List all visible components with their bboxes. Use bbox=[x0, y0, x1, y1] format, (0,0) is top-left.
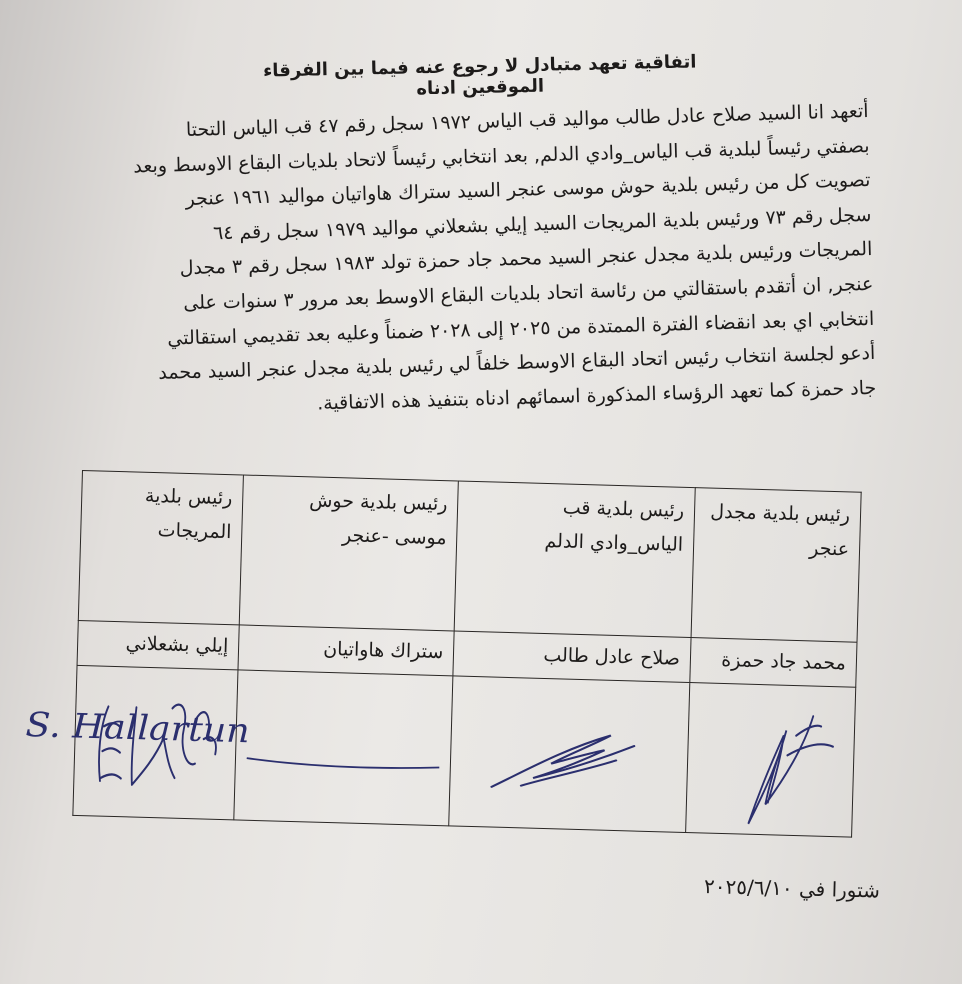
signatory-name-cell: إيلي بشعلاني bbox=[77, 620, 239, 669]
body-line: عنجر, ان أتقدم باستقالتي من رئاسة اتحاد بلديات البقاع الاوسط بعد مرور ٣ سنوات على bbox=[183, 272, 874, 315]
document-title: اتفاقية تعهد متبادل لا رجوع عنه فيما بين الفرقاء الموقعين ادناه bbox=[262, 51, 697, 100]
signature-cell bbox=[686, 683, 856, 838]
body-line: أدعو لجلسة انتخاب رئيس اتحاد البقاع الاوسط خلفاً لي رئيس بلدية مجدل عنجر السيد محمد bbox=[158, 342, 876, 385]
signatory-name-cell: محمد جاد حمزة bbox=[690, 638, 857, 688]
signature-cell bbox=[25, 670, 453, 826]
signatory-title-cell: رئيس بلدية مجدل عنجر bbox=[691, 488, 861, 643]
signatory-title-cell: رئيس بلدية المريجات bbox=[78, 471, 243, 625]
handwritten-signature bbox=[73, 666, 237, 819]
signature-cell bbox=[73, 665, 238, 819]
signature-table bbox=[25, 470, 861, 837]
table-row bbox=[73, 665, 856, 837]
handwritten-signature bbox=[25, 670, 452, 825]
document-date: شتورا في ٢٠٢٥/٦/١٠ bbox=[703, 874, 881, 903]
body-line: انتخابي اي بعد انقضاء الفترة الممتدة من ٢٠٢٥ إلى ٢٠٢٨ ضمناً وعليه بعد تقديمي استقالتي bbox=[167, 307, 875, 350]
signature-text: S. Hallartun bbox=[25, 705, 251, 751]
agreement-body bbox=[118, 94, 876, 426]
body-line: المريجات ورئيس بلدية مجدل عنجر السيد محمد جاد حمزة تولد ١٩٨٣ سجل رقم ٣ مجدل bbox=[179, 238, 873, 280]
body-line: تصويت كل من رئيس بلدية حوش موسى عنجر السيد ستراك هاواتيان مواليد ١٩٦١ عنجر bbox=[185, 169, 871, 211]
signatory-title-cell: رئيس بلدية قب الياس_وادي الدلم bbox=[454, 481, 695, 638]
signatory-title-cell: رئيس بلدية حوش موسى -عنجر bbox=[239, 475, 458, 631]
signatory-name-cell: ستراك هاواتيان bbox=[238, 625, 454, 676]
body-line: جاد حمزة كما تعهد الرؤساء المذكورة اسمائهم ادناه بتنفيذ هذه الاتفاقية. bbox=[316, 376, 877, 415]
table-row bbox=[78, 471, 861, 643]
body-line: بصفتي رئيساً لبلدية قب الياس_وادي الدلم, بعد انتخابي رئيساً لاتحاد بلديات البقاع الاوسط وبعد bbox=[133, 134, 870, 178]
signature-cell bbox=[449, 676, 690, 833]
handwritten-signature bbox=[450, 676, 690, 832]
handwritten-signature bbox=[686, 683, 855, 837]
body-line: أتعهد انا السيد صلاح عادل طالب مواليد قب الياس ١٩٧٢ سجل رقم ٤٧ قب الياس التحتا bbox=[185, 99, 869, 142]
body-line: سجل رقم ٧٣ ورئيس بلدية المريجات السيد إيلي بشعلاني مواليد ١٩٧٩ سجل رقم ٦٤ bbox=[212, 203, 872, 245]
signatory-name-cell: صلاح عادل طالب bbox=[453, 631, 691, 683]
